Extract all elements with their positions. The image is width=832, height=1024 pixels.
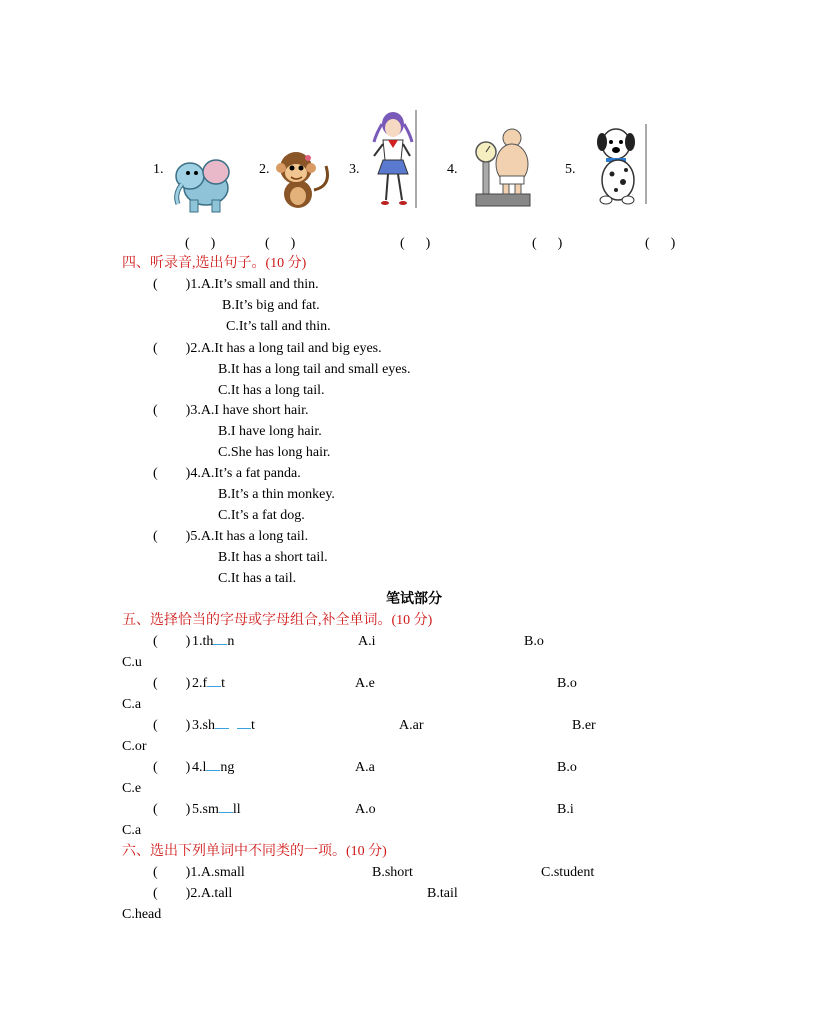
picture-number: 4. (447, 162, 458, 177)
option-a: A.ar (399, 718, 424, 733)
girl-icon (366, 108, 420, 212)
option-b: B.o (557, 760, 577, 775)
option-c: C.a (122, 823, 142, 838)
answer-paren[interactable]: ( ) (532, 236, 563, 251)
letter-blank[interactable] (206, 770, 220, 771)
answer-paren[interactable]: ( ) (153, 718, 191, 733)
section4-heading: 四、听录音,选出句子。(10 分) (122, 256, 307, 271)
option-c: C.student (541, 865, 595, 880)
option-b: B.It has a short tail. (218, 550, 328, 565)
answer-paren[interactable]: ( ) (400, 236, 431, 251)
answer-paren[interactable]: ( ) (645, 236, 676, 251)
dalmatian-dog-icon (592, 122, 650, 208)
option-c: C.head (122, 907, 162, 922)
question-stem: ( )1.A.It’s small and thin. (153, 277, 319, 292)
answer-paren[interactable]: ( ) (153, 760, 191, 775)
option-c: C.She has long hair. (218, 445, 331, 460)
letter-blank[interactable] (215, 728, 229, 729)
picture-number: 3. (349, 162, 360, 177)
option-b: B.tail (427, 886, 458, 901)
option-a: A.o (355, 802, 376, 817)
fat-man-scale-icon (472, 124, 534, 212)
letter-blank[interactable] (219, 812, 233, 813)
picture-number: 1. (153, 162, 164, 177)
question-stem: ( )2.A.It has a long tail and big eyes. (153, 341, 382, 356)
option-b: B.er (572, 718, 596, 733)
option-c: C.It’s a fat dog. (218, 508, 305, 523)
letter-blank[interactable] (237, 728, 251, 729)
option-a: A.i (358, 634, 376, 649)
answer-paren[interactable]: ( ) (153, 634, 191, 649)
option-c: C.or (122, 739, 147, 754)
option-b: B.i (557, 802, 574, 817)
word-with-blank: 1.th n (192, 634, 235, 649)
option-b: B.It’s a thin monkey. (218, 487, 335, 502)
word-with-blank: 4.l ng (192, 760, 235, 775)
word-with-blank: 5.sm ll (192, 802, 241, 817)
picture-number: 5. (565, 162, 576, 177)
answer-paren[interactable]: ( ) (185, 236, 216, 251)
answer-paren[interactable]: ( ) (153, 676, 191, 691)
section6-heading: 六、选出下列单词中不同类的一项。(10 分) (122, 844, 387, 859)
option-c: C.e (122, 781, 142, 796)
option-c: C.It has a tail. (218, 571, 297, 586)
option-c: C.It has a long tail. (218, 383, 325, 398)
option-a: A.e (355, 676, 375, 691)
elephant-icon (166, 150, 238, 214)
option-a: A.a (355, 760, 375, 775)
question-stem: ( )4.A.It’s a fat panda. (153, 466, 301, 481)
option-b: B.short (372, 865, 413, 880)
written-part-title: 笔试部分 (386, 592, 442, 607)
option-b: B.I have long hair. (218, 424, 322, 439)
option-b: B.It has a long tail and small eyes. (218, 362, 411, 377)
option-c: C.a (122, 697, 142, 712)
option-b: B.o (557, 676, 577, 691)
question-stem: ( )1.A.small (153, 865, 245, 880)
monkey-icon (272, 146, 334, 212)
option-b: B.It’s big and fat. (222, 298, 320, 313)
answer-paren[interactable]: ( ) (265, 236, 296, 251)
picture-number: 2. (259, 162, 270, 177)
question-stem: ( )5.A.It has a long tail. (153, 529, 309, 544)
word-with-blank: 3.sh t (192, 718, 255, 733)
question-stem: ( )3.A.I have short hair. (153, 403, 309, 418)
question-stem: ( )2.A.tall (153, 886, 233, 901)
answer-paren[interactable]: ( ) (153, 802, 191, 817)
letter-blank[interactable] (207, 686, 221, 687)
option-b: B.o (524, 634, 544, 649)
option-c: C.It’s tall and thin. (226, 319, 331, 334)
letter-blank[interactable] (213, 644, 227, 645)
section5-heading: 五、选择恰当的字母或字母组合,补全单词。(10 分) (122, 613, 433, 628)
option-c: C.u (122, 655, 142, 670)
word-with-blank: 2.f t (192, 676, 226, 691)
